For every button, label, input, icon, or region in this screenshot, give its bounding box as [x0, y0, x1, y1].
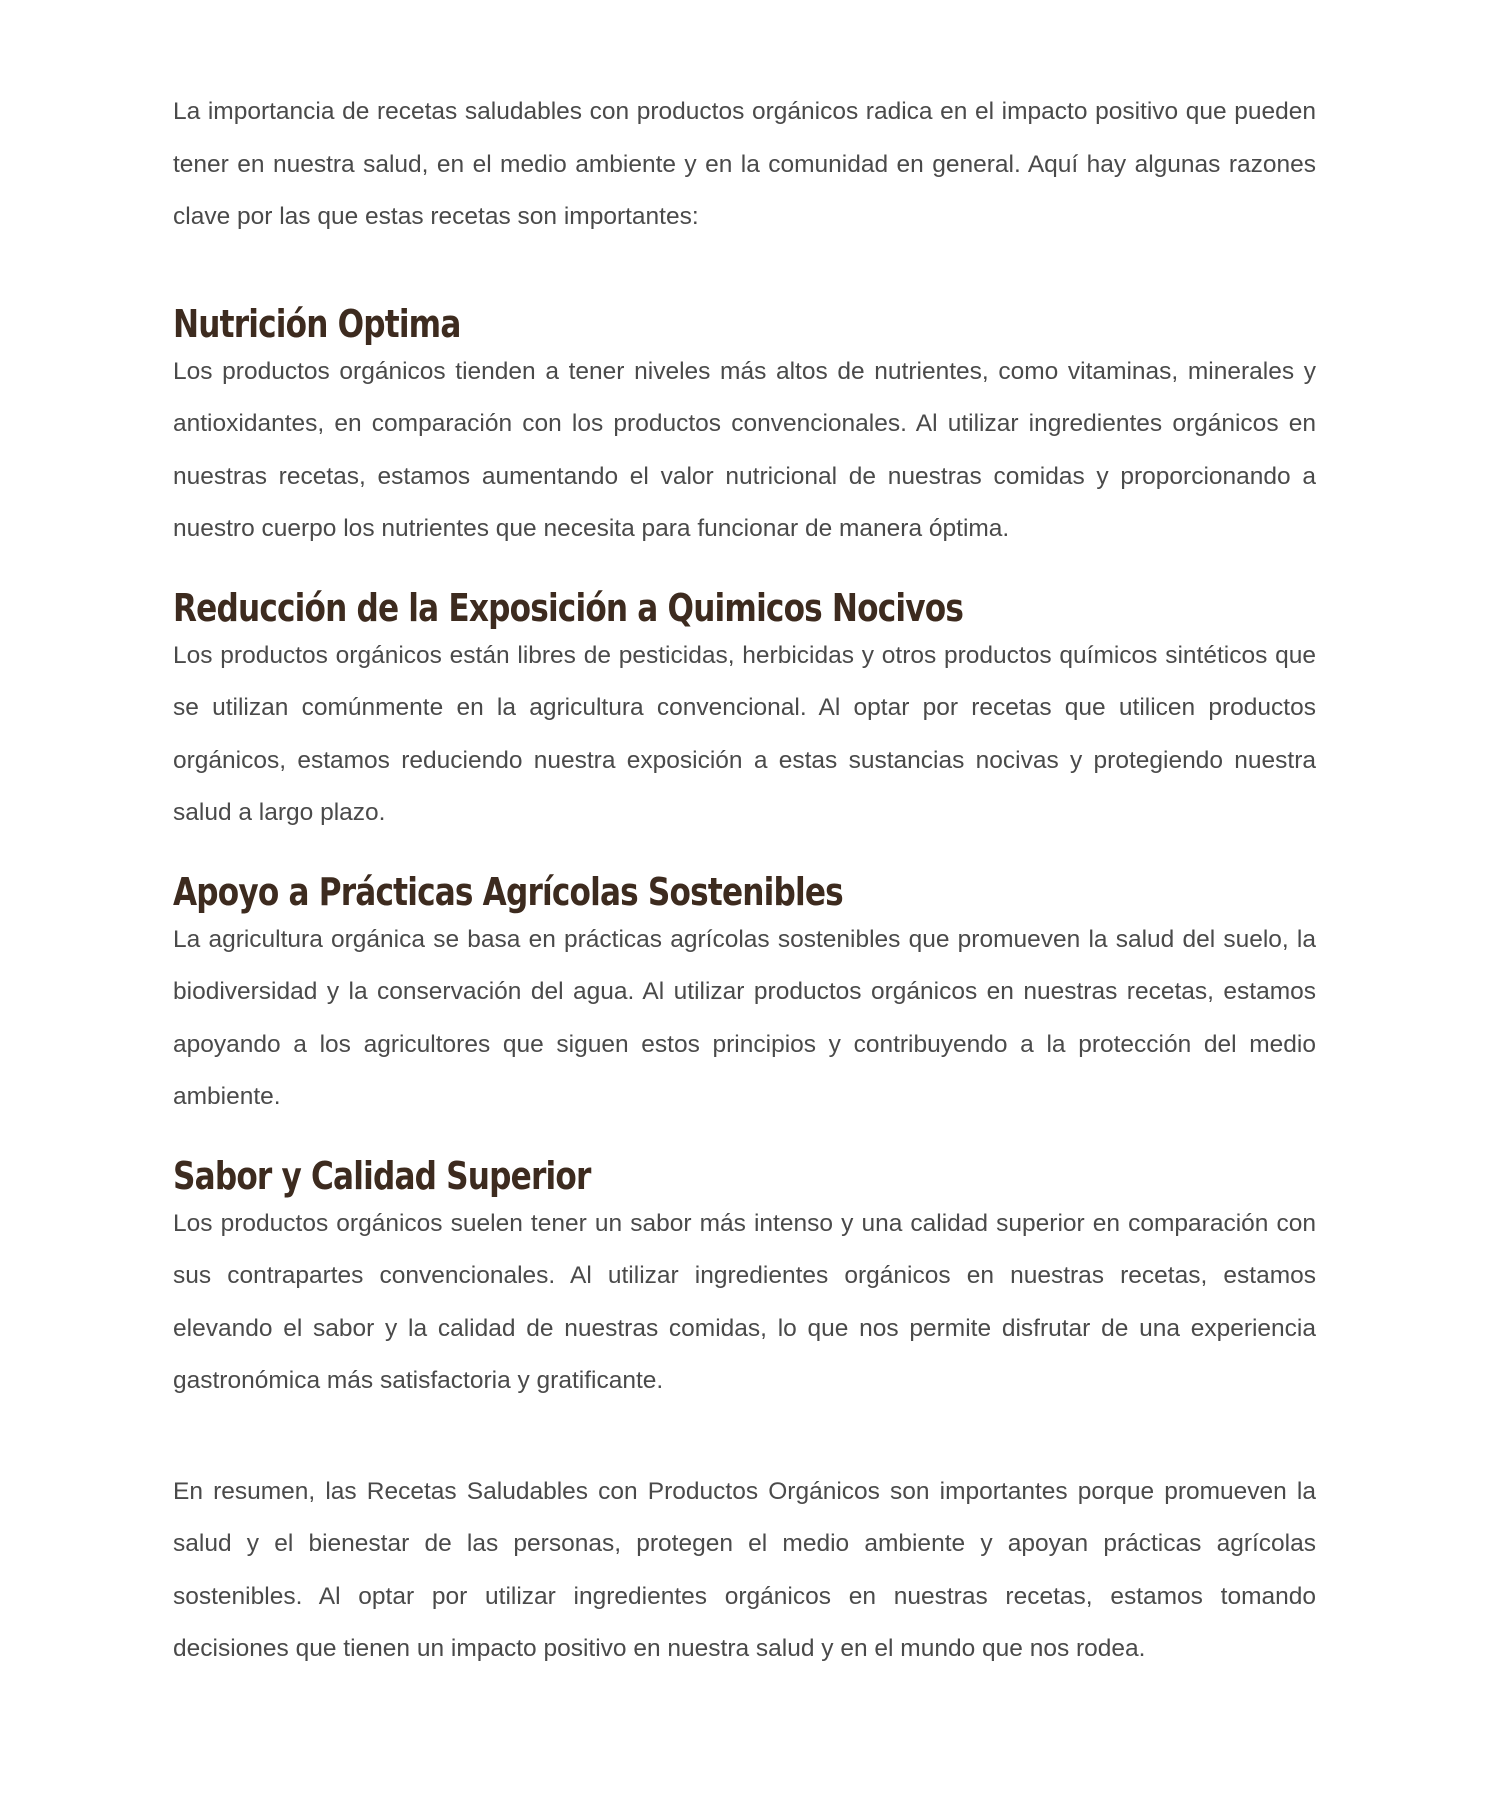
- section-sabor: [173, 1153, 1316, 1408]
- section-text-agricolas: La agricultura orgánica se basa en prácticas agrícolas sostenibles que promueven la salud del suelo, la biodiversidad y la conservación del agua. Al utilizar productos orgánicos en nuestras recetas, estamos apoyando a los agricultores que siguen estos principios y contribuyendo a la protección del medio ambiente.: [173, 925, 1316, 1110]
- section-text-quimicos: Los productos orgánicos están libres de pesticidas, herbicidas y otros productos químicos sintéticos que se utilizan comúnmente en la agricultura convencional. Al optar por recetas que utilicen productos orgánicos, estamos reduciendo nuestra exposición a estas sustancias nocivas y protegiendo nuestra salud a largo plazo.: [173, 641, 1316, 826]
- section-nutricion: [173, 301, 1316, 556]
- section-heading-sabor: Sabor y Calidad Superior: [173, 1153, 591, 1198]
- section-heading-agricolas: Apoyo a Prácticas Agrícolas Sostenibles: [173, 869, 843, 914]
- conclusion-paragraph: En resumen, las Recetas Saludables con Productos Orgánicos son importantes porque promueven la salud y el bienestar de las personas, protegen el medio ambiente y apoyan prácticas agrícolas sostenibles. Al optar por utilizar ingredientes orgánicos en nuestras recetas, estamos tomando decisiones que tienen un impacto positivo en nuestra salud y en el mundo que nos rodea.: [173, 1477, 1316, 1662]
- section-heading-quimicos: Reducción de la Exposición a Quimicos Nocivos: [173, 585, 964, 630]
- section-text-nutricion: Los productos orgánicos tienden a tener niveles más altos de nutrientes, como vitaminas, minerales y antioxidantes, en comparación con los productos convencionales. Al utilizar ingredientes orgánicos en nuestras recetas, estamos aumentando el valor nutricional de nuestras comidas y proporcionando a nuestro cuerpo los nutrientes que necesita para funcionar de manera óptima.: [173, 357, 1316, 542]
- section-heading-nutricion: Nutrición Optima: [173, 301, 461, 346]
- section-text-sabor: Los productos orgánicos suelen tener un sabor más intenso y una calidad superior en comparación con sus contrapartes convencionales. Al utilizar ingredientes orgánicos en nuestras recetas, estamos elevando el sabor y la calidad de nuestras comidas, lo que nos permite disfrutar de una experiencia gastronómica más satisfactoria y gratificante.: [173, 1209, 1316, 1394]
- section-agricolas: [173, 869, 1316, 1124]
- section-quimicos: [173, 585, 1316, 840]
- document-page: [173, 86, 1316, 1676]
- intro-paragraph: La importancia de recetas saludables con productos orgánicos radica en el impacto positivo que pueden tener en nuestra salud, en el medio ambiente y en la comunidad en general. Aquí hay algunas razones clave por las que estas recetas son importantes:: [173, 98, 1316, 230]
